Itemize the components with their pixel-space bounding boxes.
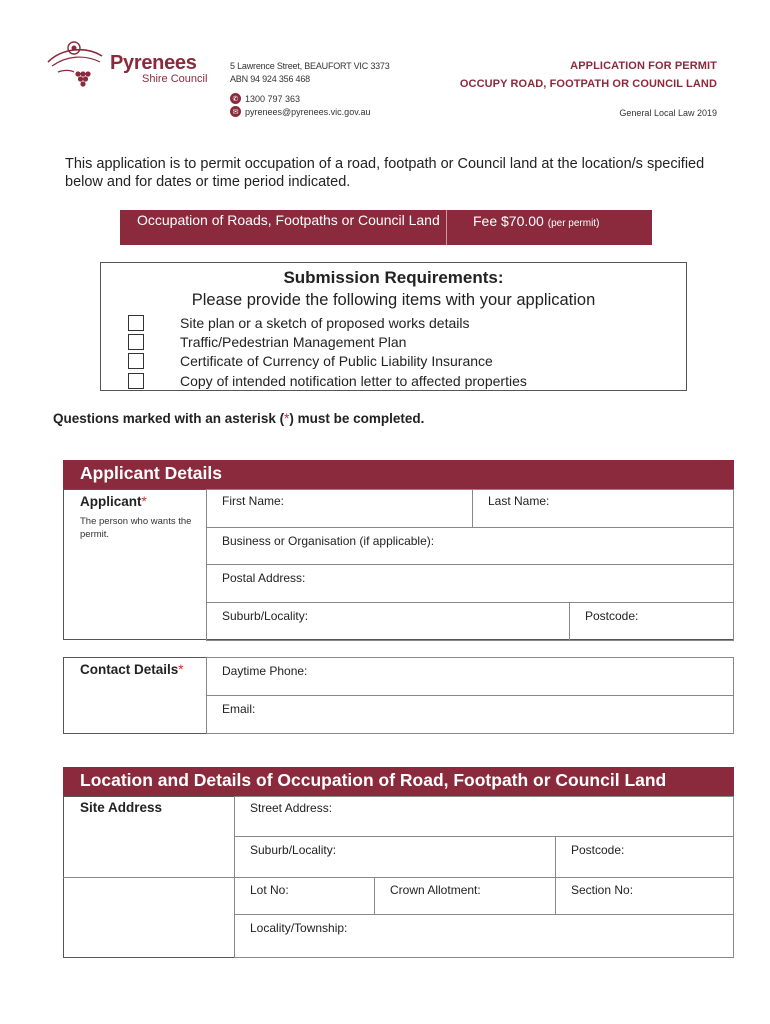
- form-title-line-1: APPLICATION FOR PERMIT: [570, 60, 717, 72]
- crown-allotment-field[interactable]: Crown Allotment:: [374, 877, 556, 915]
- fee-unit: (per permit): [547, 218, 600, 229]
- local-law-label: General Local Law 2019: [619, 108, 717, 118]
- submission-title: Submission Requirements:: [283, 268, 504, 287]
- requirement-item: [128, 352, 493, 370]
- last-name-field[interactable]: Last Name:: [472, 489, 734, 528]
- logo-subtitle: Shire Council: [142, 73, 208, 85]
- address-line-1: 5 Lawrence Street, BEAUFORT VIC 3373: [230, 61, 390, 71]
- section-number-field[interactable]: Section No:: [555, 877, 734, 915]
- intro-paragraph: This application is to permit occupation of a road, footpath or Council land at the location/s specified below and for dates or time period indicated.: [65, 156, 705, 190]
- contact-section: [63, 657, 734, 734]
- site-address-label: Site Address: [80, 800, 163, 815]
- applicant-section: [63, 489, 734, 640]
- email-row: [230, 106, 371, 117]
- site-postcode-field[interactable]: Postcode:: [555, 836, 734, 878]
- form-title-line-2: OCCUPY ROAD, FOOTPATH OR COUNCIL LAND: [459, 78, 717, 90]
- phone-number: 1300 797 363: [245, 93, 301, 104]
- requirement-checkbox[interactable]: [128, 373, 144, 389]
- fee-bar: [120, 210, 652, 245]
- requirement-item: [128, 333, 406, 351]
- fee-amount-cell: [447, 210, 599, 245]
- street-address-field[interactable]: Street Address:: [234, 796, 734, 837]
- requirement-checkbox[interactable]: [128, 353, 144, 369]
- phone-row: [230, 93, 300, 104]
- requirement-label: Copy of intended notification letter to affected properties: [180, 373, 527, 389]
- email-address[interactable]: pyrenees@pyrenees.vic.gov.au: [245, 106, 371, 117]
- locality-township-field[interactable]: Locality/Township:: [234, 914, 734, 958]
- fee-label: Occupation of Roads, Footpaths or Council Land: [120, 210, 447, 245]
- requirement-checkbox[interactable]: [128, 334, 144, 350]
- submission-subtitle: Please provide the following items with your application: [191, 291, 596, 309]
- location-section: [63, 796, 734, 958]
- applicant-note: The person who wants the permit.: [80, 516, 192, 540]
- postal-address-field[interactable]: Postal Address:: [206, 564, 734, 603]
- applicant-details-heading: Applicant Details: [63, 460, 734, 489]
- requirement-checkbox[interactable]: [128, 315, 144, 331]
- daytime-phone-field[interactable]: Daytime Phone:: [206, 657, 734, 696]
- applicant-suburb-field[interactable]: Suburb/Locality:: [206, 602, 570, 641]
- asterisk-note: Questions marked with an asterisk (*) must be completed.: [53, 411, 425, 426]
- fee-amount: Fee $70.00: [473, 213, 544, 229]
- divider: [63, 877, 235, 878]
- submission-requirements-box: [100, 262, 687, 391]
- phone-icon: ✆: [230, 93, 241, 104]
- applicant-postcode-field[interactable]: Postcode:: [569, 602, 734, 641]
- business-field[interactable]: Business or Organisation (if applicable):: [206, 527, 734, 565]
- address-line-2: ABN 94 924 356 468: [230, 74, 310, 84]
- site-suburb-field[interactable]: Suburb/Locality:: [234, 836, 556, 878]
- requirement-label: Site plan or a sketch of proposed works details: [180, 315, 470, 331]
- requirement-item: [128, 314, 470, 332]
- lot-number-field[interactable]: Lot No:: [234, 877, 375, 915]
- location-details-heading: Location and Details of Occupation of Road, Footpath or Council Land: [63, 767, 734, 796]
- requirement-label: Certificate of Currency of Public Liability Insurance: [180, 353, 493, 369]
- logo-name: Pyrenees: [110, 52, 197, 74]
- requirement-item: [128, 372, 527, 390]
- email-icon: ✉: [230, 106, 241, 117]
- requirement-label: Traffic/Pedestrian Management Plan: [180, 334, 407, 350]
- contact-label: Contact Details*: [80, 662, 184, 677]
- contact-email-field[interactable]: Email:: [206, 695, 734, 734]
- asterisk-symbol: *: [284, 411, 290, 426]
- applicant-label: Applicant*: [80, 494, 147, 509]
- first-name-field[interactable]: First Name:: [206, 489, 473, 528]
